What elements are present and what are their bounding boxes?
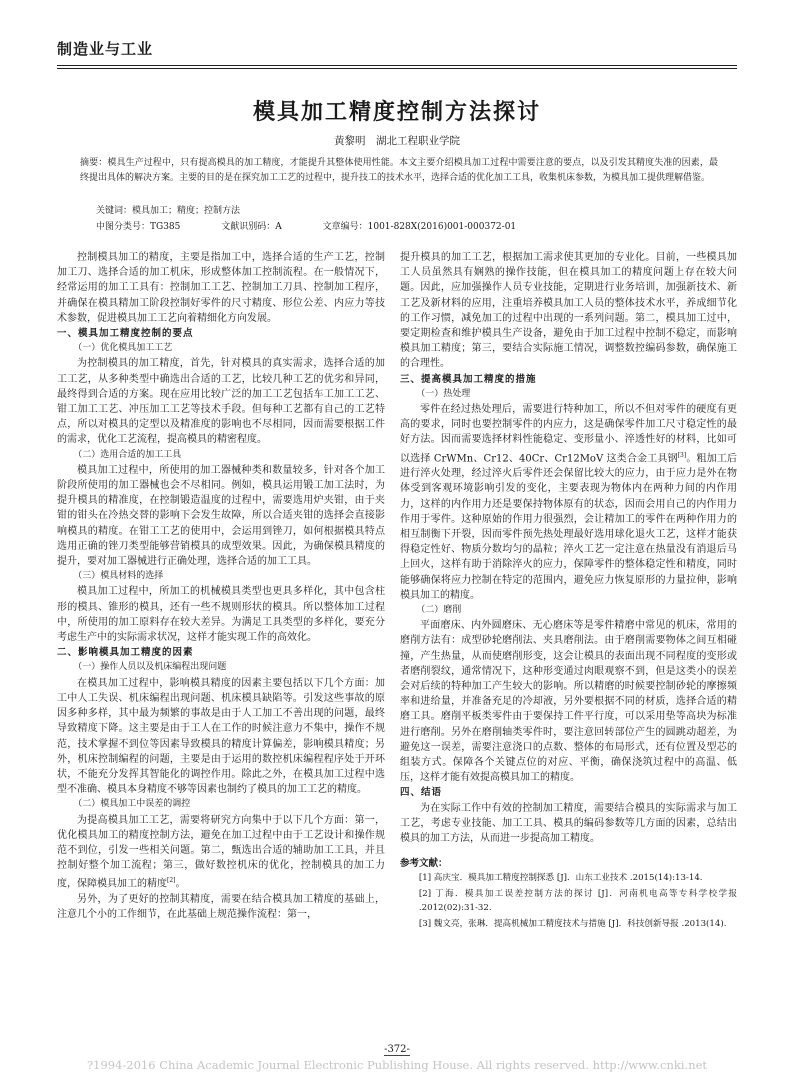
article-meta <box>96 219 554 232</box>
right-column <box>400 250 737 931</box>
reference-item: [1] 高庆宝．模具加工精度控制探悉 [J]．山东工业技术 .2015(14):13-14. <box>418 873 703 884</box>
paragraph-1-2: 模具加工过程中，所使用的加工器械种类和数量较多，针对各个加工阶段所使用的加工器械也会不尽相同。例如，模具运用锻工加工法时，为提升模具的精准度，在控制锻造温度的过程中，需要选用炉夹钳，由于夹钳的钳头在冷热交替的影响下会发生故障，所以合适夹钳的选择会直接影响模具的精度。在钳工工艺的使用中，会运用到锉刀，如何根据模具特点选用正确的锉刀类型能够营销模具的成型效果。因此，为确保模具精度的提升，要对加工器械进行正确处理，选择合适的加工工具。 <box>57 464 385 568</box>
heading-section-2: 二、影响模具加工精度的因素 <box>57 647 194 659</box>
paragraph-3-1a: 零件在经过热处理后，需要进行特种加工，所以不但对零件的硬度有更高的要求，同时也要控制零件的内应力，这是确保零件加工尺寸稳定性的最好方法。因而需要选择材料性能稳定、变形量小、淬透性好的材料，比如可以选择 CrWMn、Cr12、40Cr、Cr12MoV 这类合金工具钢 <box>400 404 737 464</box>
heading-section-3: 三、提高模具加工精度的措施 <box>400 373 537 385</box>
heading-3-1: （一）热处理 <box>416 388 471 399</box>
paragraph-conclusion: 为在实际工作中有效的控制加工精度，需要结合模具的实际需求与加工工艺，考虑专业技能、加工工具、模具的编码参数等几方面的因素，总结出模具的加工方法，从而进一步提高加工精度。 <box>400 802 737 845</box>
paragraph-2-2b: 另外，为了更好的控制其精度，需要在结合模具加工精度的基础上，注意几个小的工作细节，在此基础上规范操作流程：第一， <box>57 893 385 921</box>
page-number-text: -372- <box>384 1044 410 1055</box>
reference-item: [3] 魏文亮，张琳．提高机械加工精度技术与措施 [J]．科技创新导报 .2013(14). <box>418 919 727 930</box>
citation-3: [3] <box>677 451 687 459</box>
reference-item: [2] 丁海．模具加工误差控制方法的探讨 [J]．河南机电高等专科学校学报 .2012(02):31-32. <box>418 889 737 914</box>
heading-1-2: （二）选用合适的加工工具 <box>73 449 182 460</box>
header-rule <box>57 65 737 66</box>
citation-2: [2] <box>167 877 176 885</box>
keywords: 关键词：模具加工；精度；控制方法 <box>96 206 241 216</box>
paragraph-2-2a <box>57 813 385 892</box>
left-column <box>57 250 385 922</box>
paragraph-2-1: 在模具加工过程中，影响模具精度的因素主要包括以下几个方面：加工中人工失误、机床编程出现问题、机床模具缺陷等。引发这些事故的原因多种多样，其中最为频繁的事故是由于人工加工不善出现的问题，最终导致精度下降。这主要是由于工人在工作的时候注意力不集中，操作不规范，技术掌握不到位等因素导致模具的精度计算偏差，影响模具精度；另外，机床控制编程的问题，主要是由于运用的数控机床编程程序处于开环状，不能充分发挥其智能化的调控作用。除此之外，在模具加工过程中选型不准确、模具本身精度不够等因素也制约了模具的加工工艺的精度。 <box>57 677 385 796</box>
heading-section-1: 一、模具加工精度控制的要点 <box>57 328 194 340</box>
references-heading: 参考文献： <box>400 858 448 870</box>
intro-paragraph: 控制模具加工的精度，主要是指加工中，选择合适的生产工艺，控制加工刀、选择合适的加工机床，形成整体加工控制流程。在一般情况下，经常运用的加工工具有：控制加工工艺、控制加工刀具、控制加工程序，并确保在模具精加工阶段控制好零件的尺寸精度、形位公差、内应力等技术参数，促进模具加工工艺向着精细化方向发展。 <box>57 252 385 324</box>
heading-2-2: （二）模具加工中误差的调控 <box>73 799 191 810</box>
heading-2-1: （一）操作人员以及机床编程出现问题 <box>73 662 227 673</box>
author-line: 黄黎明 湖北工程职业学院 <box>334 135 460 147</box>
paragraph-2-2a-end: 。 <box>175 878 186 890</box>
paragraph-continued: 提升模具的加工工艺，根据加工需求使其更加的专业化。目前，一些模具加工人员虽然具有娴熟的操作技能，但在模具加工的精度问题上存在较大问题。因此，应加强操作人员专业技能，定期进行业务培训，加强新技术、新工艺及新材料的应用，注重培养模具加工人员的整体技术水平，养成细节化的工作习惯，减免加工的过程中出现的一系列问题。第二，模具加工过中，要定期检查和维护模具生产设备，避免由于加工过程中控制不稳定，而影响模具加工精度；第三，要结合实际施工情况，调整数控编码参数，确保施工的合理性。 <box>400 252 737 370</box>
article-number: 文章编号：1001-828X(2016)001-000372-01 <box>322 222 517 232</box>
heading-3-2: （二）磨削 <box>416 605 462 615</box>
paragraph-2-2a-text: 为提高模具加工工艺，需要将研究方向集中于以下几个方面：第一，优化模具加工的精度控制方法，避免在加工过程中由于工艺设计和操作规范不到位，引发一些相关问题。第二，甄选出合适的辅助加工工具，并且控制好整个加工流程；第三，做好数控机床的优化，控制模具的加工力度，保障模具加工的精度 <box>57 814 385 890</box>
paragraph-3-1 <box>400 402 737 603</box>
article-title: 模具加工精度控制方法探讨 <box>252 99 541 125</box>
abstract: 摘要：模具生产过程中，只有提高模具的加工精度，才能提升其整体使用性能。本文主要介绍模具加工过程中需要注意的要点，以及引发其精度失准的因素，最终提出具体的解决方案。主要的目的是在探究加工工艺的过程中，提升技工的技术水平，选择合适的优化加工工具，收集机床参数，为模具加工提供理解借鉴。 <box>80 158 718 183</box>
paragraph-3-1b: 。粗加工后进行淬火处理，经过淬火后零件还会保留比较大的应力，由于应力是外在物体受到客观环境影响引发的变化，主要表现为物体内在两种力间的内作用力，这样的内作用力还是要保持物体原有的状态，因而会用自己的内作用力作用于零件。这种原始的作用力很强烈，会让精加工的零件在两种作用力的相互制衡下开裂，因而零件预先热处理最好选用球化退火工艺，这样才能获得稳定性好、物质分数均匀的晶粒；淬火工艺一定注意在热量没有消退后马上回火，这样有助于消除淬火的应力，保障零件的整体稳定性和精度，同时能够确保将应力控制在特定的范围内，避免应力恢复原形的力量拉伸，影响模具加工的精度。 <box>400 452 737 601</box>
heading-1-3: （三）模具材料的选择 <box>73 571 164 582</box>
clc-number: 中图分类号：TG385 <box>96 222 181 232</box>
header-rule-thin <box>57 68 737 69</box>
section-header: 制造业与工业 <box>57 40 154 58</box>
paragraph-3-2: 平面磨床、内外圆磨床、无心磨床等是零件精磨中常见的机床，常用的磨削方法有：成型砂轮磨削法、夹具磨削法。由于磨削需要物体之间互相碰撞，产生热量，从而使磨削形变，这会让模具的表面出现不同程度的变形或者磨削裂纹，通常情况下，这种形变通过肉眼观察不到，但是这类小的误差会对后续的特种加工产生较大的影响。所以精磨的时候要控制砂轮的摩擦频率和进给量，并准备充足的冷却液，另外要根据不同的材质，选择合适的精磨工具。磨削平板类零件由于要保持工件平行度，可以采用垫等高块为标准进行磨削。另外在磨削轴类零件时，要注意回转部位产生的圆跳动超差，为避免这一误差，需要注意浇口的点数、整体的布局形式，还有位置及型芯的组装方式。保障各个关键点位的对应、平衡，确保浇筑过程中的高温、低压，这样才能有效提高模具加工的精度。 <box>400 620 737 784</box>
heading-section-4: 四、结语 <box>400 787 443 799</box>
document-code: 文献识别码：A <box>221 222 282 232</box>
page-number <box>0 1044 794 1055</box>
paragraph-1-3: 模具加工过程中，所加工的机械模具类型也更具多样化，其中包含柱形的模具、锥形的模具，还有一些不规则形状的模具。所以整体加工过程中，所使用的加工原料存在较大差异。为满足工具类型的多样化，要充分考虑生产中的实际需求状况，这样才能实现工作的高效化。 <box>57 586 385 644</box>
copyright-footer: ?1994-2016 China Academic Journal Electronic Publishing House. All rights reserved. http://www.cnki.net <box>86 1058 708 1072</box>
heading-1-1: （一）优化模具加工工艺 <box>73 343 173 354</box>
paragraph-1-1: 为控制模具的加工精度，首先，针对模具的真实需求，选择合适的加工工艺，从多种类型中确选出合适的工艺，比较几种工艺的优劣和异同，最终得到合适的方案。现在应用比较广泛的加工工艺包括车工加工工艺、钳工加工工艺、冲压加工工艺等技术手段。但每种工艺都有自己的工艺特点，所以对模具的定型以及精准度的影响也不尽相同，因而需要根据工件的需求，优化工艺流程，提高模具的精密程度。 <box>57 358 385 446</box>
